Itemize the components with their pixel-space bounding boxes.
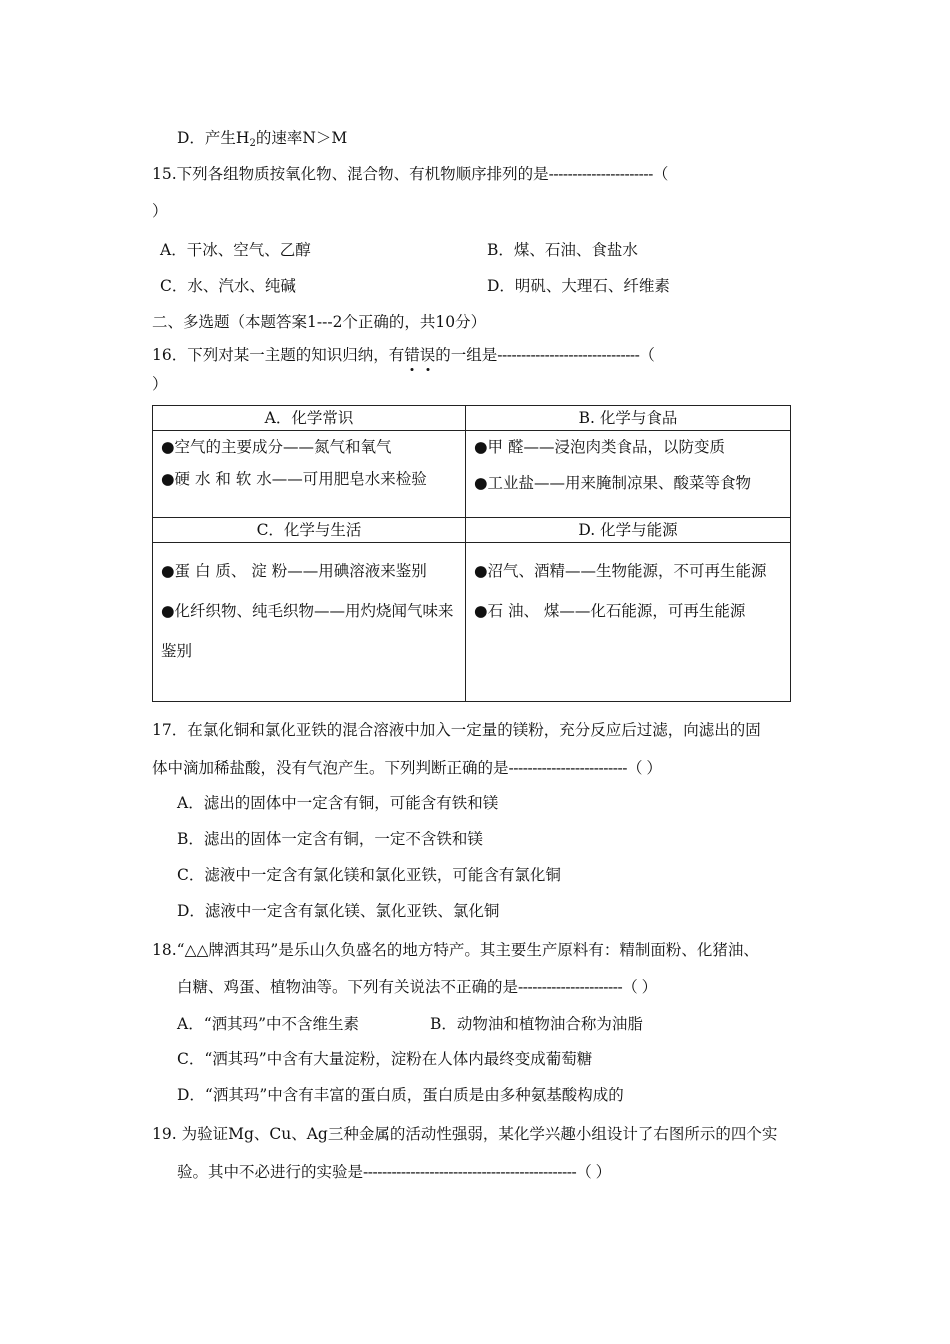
q15-stem-text: 15.下列各组物质按氧化物、混合物、有机物顺序排列的是 [152,165,549,183]
q15-option-c: C．水、汽水、纯碱 [160,277,296,295]
q18-stem-line-1: 18.“△△牌洒其玛”是乐山久负盛名的地方特产。其主要生产原料有：精制面粉、化猪油、 [152,941,759,959]
q16-stem-post: 的一组是 [435,346,498,364]
table-d-item-2: ●石 油、 煤——化石能源，可再生能源 [474,602,746,620]
q19-stem-line-1: 19. 为验证Mg、Cu、Ag三种金属的活动性强弱，某化学兴趣小组设计了右图所示的四个实 [152,1125,778,1143]
table-cell-d-title: D. 化学与能源 [466,518,791,543]
table-a-item-2: ●硬 水 和 软 水——可用肥皂水来检验 [161,470,427,488]
q17-option-c: C．滤液中一定含有氯化镁和氯化亚铁，可能含有氯化铜 [177,866,561,884]
q17-option-a: A．滤出的固体中一定含有铜，可能含有铁和镁 [177,794,499,812]
q18-answer-blank: ----------------------（ ） [518,978,657,996]
q17-stem-line-2 [152,758,661,778]
table-cell-b-title: B. 化学与食品 [466,406,791,431]
q17-stem-line-2-text: 体中滴加稀盐酸，没有气泡产生。下列判断正确的是 [152,759,509,777]
table-c-item-2: ●化纤织物、纯毛织物——用灼烧闻气味来鉴别 [161,602,454,660]
table-d-item-1: ●沼气、酒精——生物能源，不可再生能源 [474,562,767,580]
table-b-item-1: ●甲 醛——浸泡肉类食品，以防变质 [474,438,725,456]
q15-stem [152,164,668,184]
q16-answer-close: ） [152,375,168,393]
q14-option-d-prefix: D．产生H [177,129,250,147]
q14-option-d [177,128,347,154]
q18-stem-line-2 [177,977,657,997]
q19-stem-line-2 [177,1162,611,1182]
q17-option-b: B．滤出的固体一定含有铜，一定不含铁和镁 [177,830,483,848]
q18-option-c: C．“洒其玛”中含有大量淀粉，淀粉在人体内最终变成葡萄糖 [177,1050,593,1068]
q15-option-a: A．干冰、空气、乙醇 [160,241,311,259]
table-c-item-1: ●蛋 白 质、 淀 粉——用碘溶液来鉴别 [161,562,427,580]
table-cell-d-body [466,543,791,702]
q17-answer-blank: -------------------------（ ） [508,759,662,777]
table-a-item-1: ●空气的主要成分——氮气和氧气 [161,438,392,456]
q18-option-d: D．“洒其玛”中含有丰富的蛋白质，蛋白质是由多种氨基酸构成的 [177,1086,624,1104]
table-cell-b-body [466,431,791,518]
q15-option-b: B．煤、石油、食盐水 [487,241,638,259]
q16-answer-blank: ------------------------------（ [497,346,655,364]
q14-option-d-suffix: 的速率N＞M [255,129,348,147]
q19-stem-line-2-text: 验。其中不必进行的实验是 [177,1163,364,1181]
q16-emphasis-1: 错 [404,346,420,364]
q18-stem-line-2-text: 白糖、鸡蛋、植物油等。下列有关说法不正确的是 [177,978,519,996]
q17-option-d: D．滤液中一定含有氯化镁、氯化亚铁、氯化铜 [177,902,500,920]
table-cell-c-body [153,543,466,702]
table-cell-c-title: C．化学与生活 [153,518,466,543]
q16-stem-pre: 16．下列对某一主题的知识归纳，有 [152,346,405,364]
section-2-heading: 二、多选题（本题答案1---2个正确的，共10分） [152,313,487,331]
q15-option-d: D．明矾、大理石、纤维素 [487,277,670,295]
q16-stem [152,345,654,365]
q14-option-d-subscript: 2 [249,138,256,149]
q18-option-b: B．动物油和植物油合称为油脂 [430,1015,643,1033]
q16-emphasis-2: 误 [419,346,436,364]
table-cell-a-body [153,431,466,518]
q15-answer-close: ） [152,202,168,220]
q19-answer-blank: ---------------------------------------------（ ） [363,1163,611,1181]
table-cell-a-title: A．化学常识 [153,406,466,431]
table-b-item-2: ●工业盐——用来腌制凉果、酸菜等食物 [474,474,752,492]
q16-knowledge-table [152,405,791,702]
q18-option-a: A．“洒其玛”中不含维生素 [177,1015,360,1033]
q17-stem-line-1: 17．在氯化铜和氯化亚铁的混合溶液中加入一定量的镁粉，充分反应后过滤，向滤出的固 [152,721,761,739]
q15-answer-blank: ----------------------（ [548,165,668,183]
